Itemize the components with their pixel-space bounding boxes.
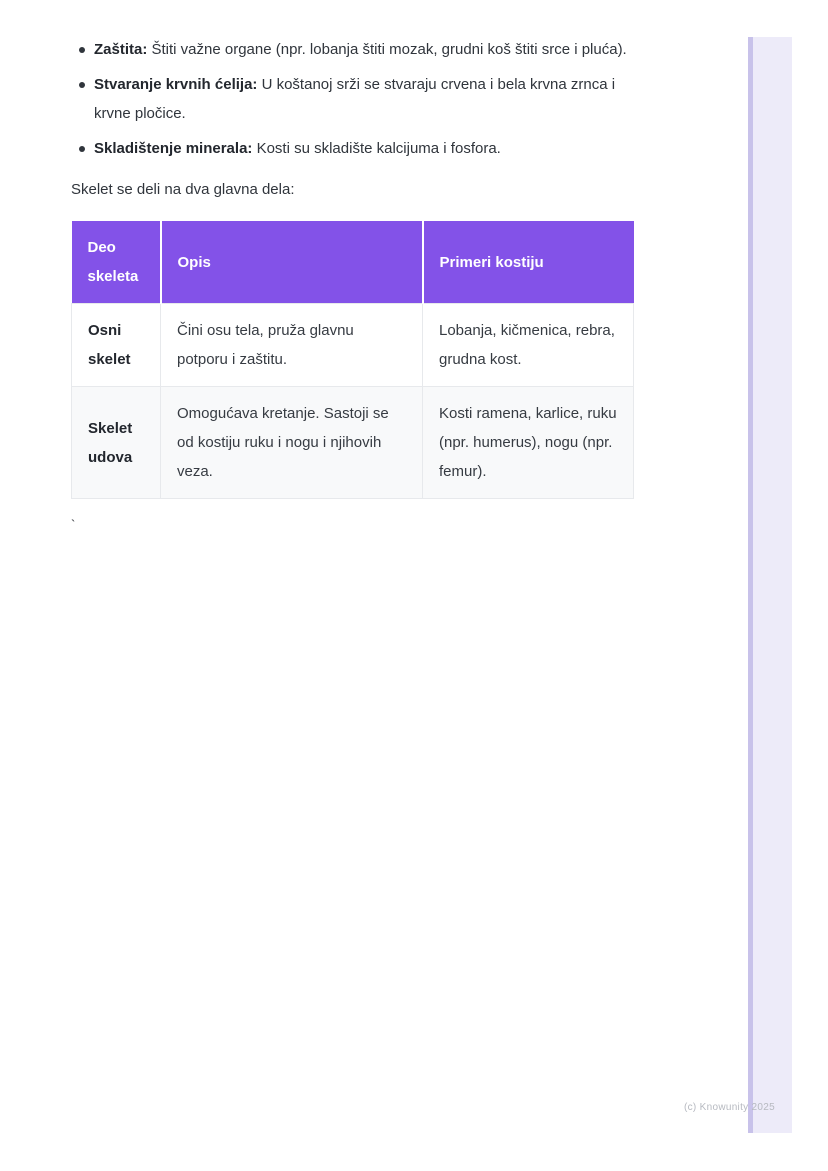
list-item [71, 134, 633, 163]
intro-paragraph: Skelet se deli na dva glavna dela: [71, 181, 295, 198]
table-header-cell: Primeri kostiju [423, 221, 634, 304]
skeleton-table [71, 221, 634, 499]
list-item-term: Zaštita: [94, 41, 148, 58]
bullet-icon [79, 47, 85, 53]
list-item [71, 35, 633, 64]
functions-list [71, 35, 633, 163]
table-cell: Skelet udova [72, 387, 161, 499]
table-header-row [72, 221, 634, 304]
document-content [71, 0, 633, 532]
table-header-cell: Deo skeleta [72, 221, 161, 304]
page-edge-stripe [748, 37, 792, 1133]
bullet-icon [79, 82, 85, 88]
table-cell: Čini osu tela, pruža glavnu potporu i zaštitu. [161, 304, 423, 387]
list-item-text: Kosti su skladište kalcijuma i fosfora. [252, 140, 501, 157]
list-item-text: Štiti važne organe (npr. lobanja štiti mozak, grudni koš štiti srce i pluća). [147, 41, 627, 58]
table-header [72, 221, 634, 304]
table-row [72, 387, 634, 499]
bullet-icon [79, 146, 85, 152]
stray-backtick: ` [71, 517, 76, 532]
table-cell: Omogućava kretanje. Sastoji se od kostiju ruku i nogu i njihovih veza. [161, 387, 423, 499]
list-item-text: U koštanoj srži se stvaraju crvena i bela krvna zrnca i krvne pločice. [94, 76, 616, 122]
table-cell: Osni skelet [72, 304, 161, 387]
table-cell: Kosti ramena, karlice, ruku (npr. humerus), nogu (npr. femur). [423, 387, 634, 499]
table-row [72, 304, 634, 387]
table-cell: Lobanja, kičmenica, rebra, grudna kost. [423, 304, 634, 387]
table-body [72, 304, 634, 499]
list-item [71, 70, 633, 128]
table-header-cell: Opis [161, 221, 423, 304]
list-item-term: Stvaranje krvnih ćelija: [94, 76, 258, 93]
copyright-footer: (c) Knowunity 2025 [683, 1102, 775, 1113]
list-item-term: Skladištenje minerala: [94, 140, 253, 157]
